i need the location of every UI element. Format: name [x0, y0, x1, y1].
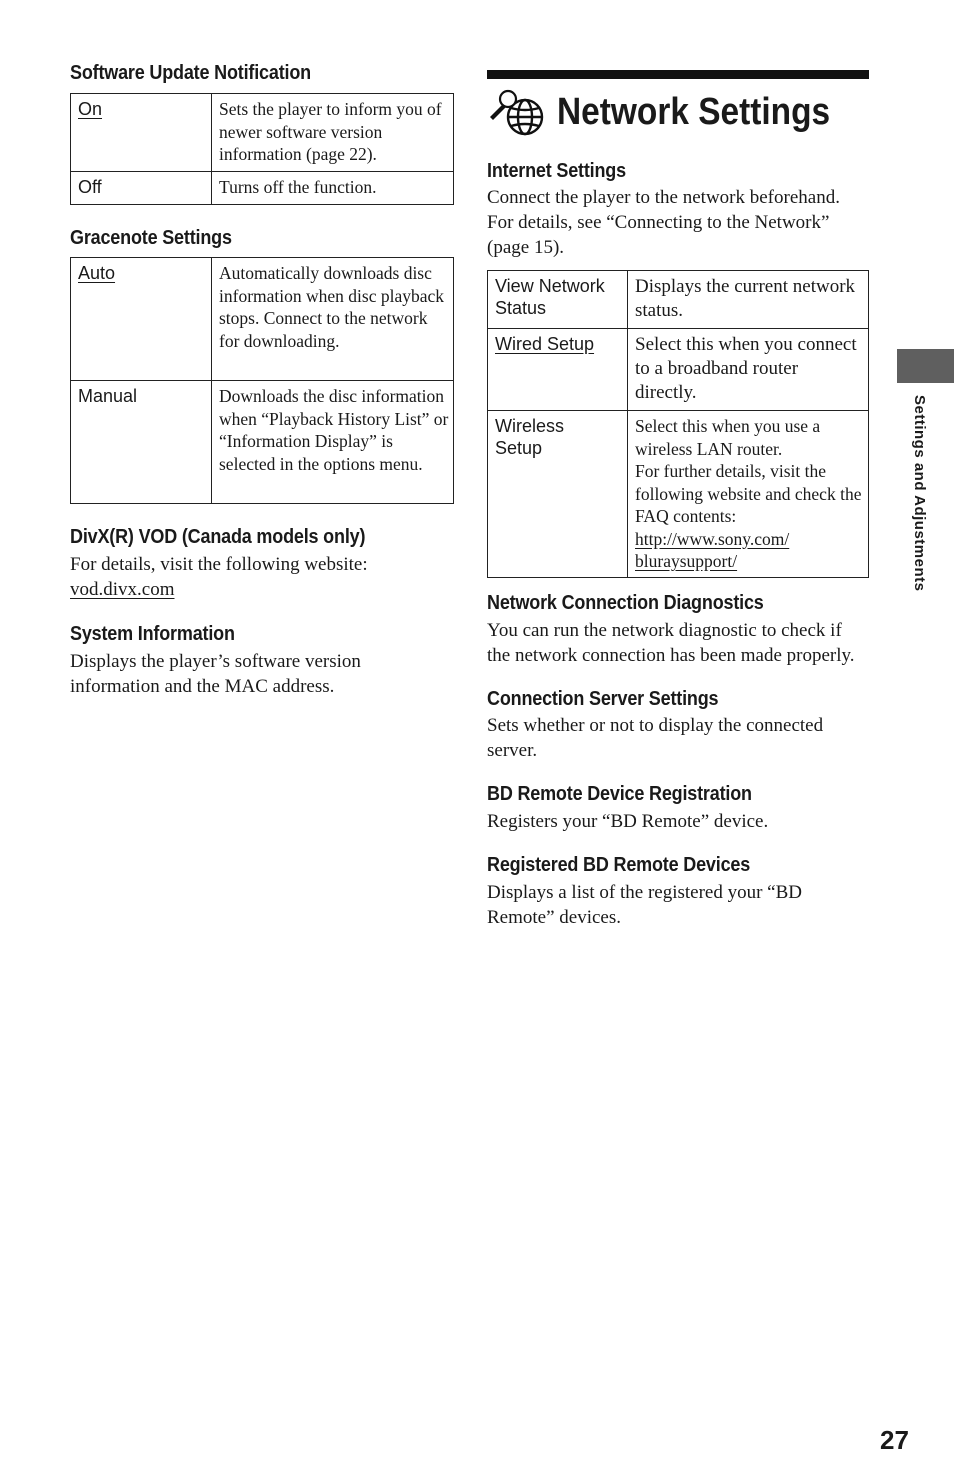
- software-update-heading: Software Update Notification: [70, 62, 311, 84]
- system-info-heading: System Information: [70, 623, 235, 645]
- table-row: [71, 381, 454, 504]
- section-title: [487, 79, 869, 163]
- option-manual: Manual: [71, 381, 212, 504]
- bd-remote-registration-text: Registers your “BD Remote” device.: [487, 811, 769, 832]
- side-tab-marker: [897, 349, 954, 383]
- right-column: [487, 70, 869, 930]
- gracenote-table: [70, 257, 454, 504]
- divx-text: For details, visit the following website: vod.divx.com: [70, 554, 368, 600]
- divx-link[interactable]: vod.divx.com: [70, 579, 175, 600]
- option-description: Automatically downloads disc information when disc playback stops. Connect to the network for downloading.: [212, 258, 454, 381]
- option-wired-setup: Wired Setup: [495, 334, 595, 354]
- table-row: [71, 258, 454, 381]
- sony-support-link-cont[interactable]: bluraysupport/: [635, 551, 738, 571]
- internet-heading: Internet Settings: [487, 160, 626, 182]
- option-description: Select this when you use a wireless LAN router. For further details, visit the following website and check the FAQ contents: http://www.sony.com/ bluraysupport/: [628, 411, 869, 578]
- option-wireless-setup: Wireless Setup: [488, 411, 628, 578]
- option-off: Off: [71, 172, 212, 205]
- table-row: [488, 329, 869, 411]
- table-row: [488, 271, 869, 329]
- internet-table: [487, 270, 869, 578]
- gracenote-heading: Gracenote Settings: [70, 227, 232, 249]
- option-description: Turns off the function.: [212, 172, 454, 205]
- table-row: [71, 94, 454, 172]
- table-row: [488, 411, 869, 578]
- connection-server-text: Sets whether or not to display the connected server.: [487, 715, 824, 761]
- internet-text: Connect the player to the network beforehand. For details, see “Connecting to the Network” (page 15).: [487, 187, 840, 258]
- table-row: [71, 172, 454, 205]
- wrench-globe-icon: [487, 89, 549, 137]
- option-description: Downloads the disc information when “Playback History List” or “Information Display” is selected in the options menu.: [212, 381, 454, 504]
- option-description: Sets the player to inform you of newer software version information (page 22).: [212, 94, 454, 172]
- title-rule: [487, 70, 869, 79]
- left-column: [70, 62, 454, 699]
- page-title: Network Settings: [557, 91, 831, 133]
- sony-support-link[interactable]: http://www.sony.com/: [635, 528, 790, 549]
- option-description: Select this when you connect to a broadband router directly.: [628, 329, 869, 411]
- option-description: Displays the current network status.: [628, 271, 869, 329]
- diagnostics-text: You can run the network diagnostic to check if the network connection has been made properly.: [487, 620, 855, 666]
- bd-remote-registration-heading: BD Remote Device Registration: [487, 783, 752, 805]
- option-view-network-status: View Network Status: [488, 271, 628, 329]
- option-on: On: [78, 99, 103, 119]
- system-info-text: Displays the player’s software version information and the MAC address.: [70, 651, 361, 697]
- page-number: 27: [880, 1425, 909, 1455]
- registered-bd-heading: Registered BD Remote Devices: [487, 854, 751, 876]
- software-update-table: [70, 93, 454, 205]
- option-auto: Auto: [78, 263, 116, 283]
- connection-server-heading: Connection Server Settings: [487, 688, 719, 710]
- registered-bd-text: Displays a list of the registered your “BD Remote” devices.: [487, 882, 803, 928]
- divx-heading: DivX(R) VOD (Canada models only): [70, 526, 366, 548]
- diagnostics-heading: Network Connection Diagnostics: [487, 592, 764, 614]
- side-tab-label: Settings and Adjustments: [911, 395, 928, 592]
